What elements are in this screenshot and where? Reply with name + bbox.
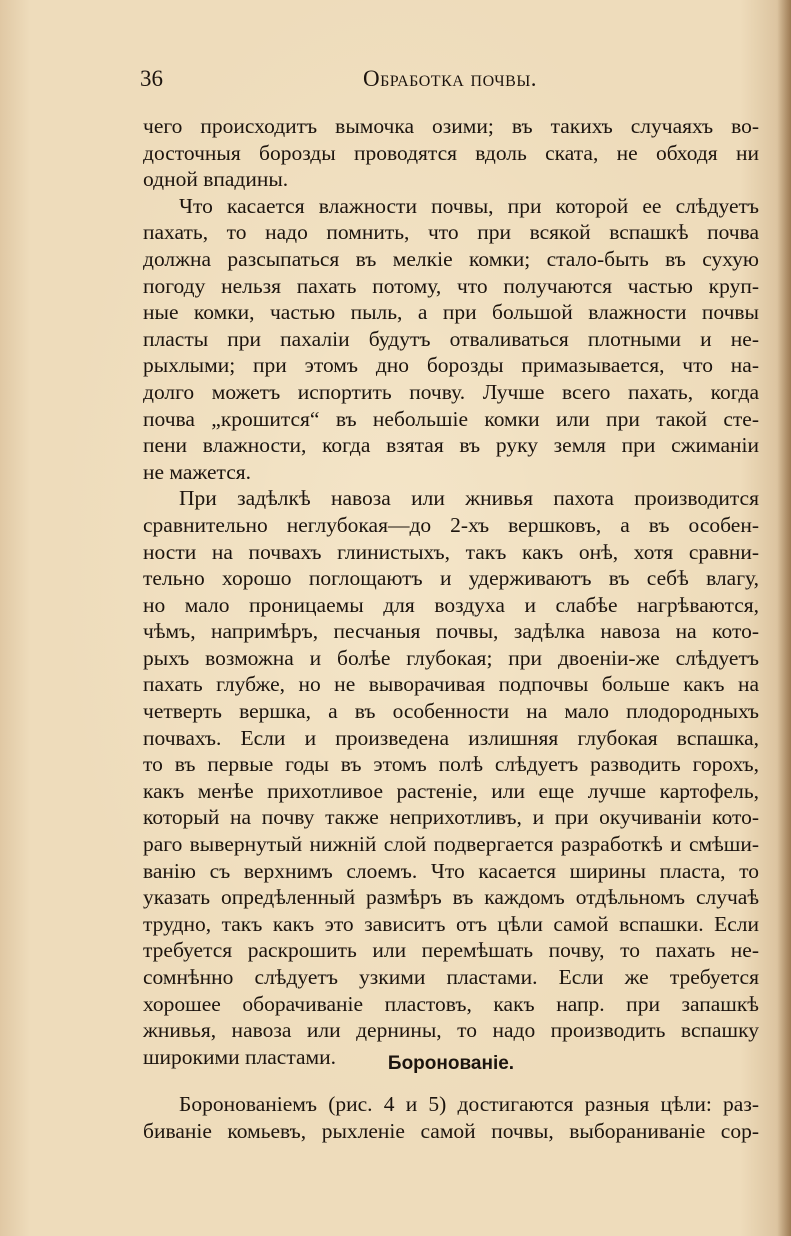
- text-line: пахать, то надо помнить, что при всякой вспашкѣ почва: [143, 220, 759, 245]
- page-number: 36: [140, 66, 163, 91]
- text-line: рыхлыми; при этомъ дно борозды примазывается, что на-: [143, 353, 759, 378]
- text-line: биваніе комьевъ, рыхленіе самой почвы, выбораниваніе сор-: [143, 1118, 759, 1143]
- text-line: должна разсыпаться въ мелкіе комки; стало-быть въ сухую: [143, 246, 759, 271]
- text-line: погоду нельзя пахать потому, что получаются частью круп-: [143, 273, 759, 298]
- text-line: пласты при пахаліи будутъ отваливаться плотными и не-: [143, 326, 759, 351]
- text-line: широкими пластами.: [143, 1044, 337, 1069]
- text-line: пени влажности, когда взятая въ руку земля при сжиманіи: [143, 433, 759, 458]
- main-text: [143, 113, 759, 1070]
- text-line: трудно, такъ какъ это зависитъ отъ цѣли самой вспашки. Если: [143, 911, 759, 936]
- text-line: но мало проницаемы для воздуха и слабѣе нагрѣваются,: [143, 592, 759, 617]
- text-line: жнивья, навоза или дернины, то надо производить вспашку: [143, 1018, 759, 1043]
- text-line: который на почву также неприхотливъ, и при окучиваніи кото-: [143, 805, 759, 830]
- page-edge-shadow: [777, 0, 791, 1236]
- text-line: Что касается влажности почвы, при которой ее слѣдуетъ: [179, 193, 759, 218]
- section-text: [143, 1091, 759, 1144]
- text-line: требуется раскрошить или перемѣшать почву, то пахать не-: [143, 938, 759, 963]
- text-line: При задѣлкѣ навоза или жнивья пахота производится: [179, 486, 759, 511]
- text-line: сомнѣнно слѣдуетъ узкими пластами. Если же требуется: [143, 965, 759, 989]
- text-line: досточныя борозды проводятся вдоль ската, не обходя ни: [143, 140, 759, 165]
- text-line: одной впадины.: [143, 167, 289, 192]
- text-line: рыхъ возможна и болѣе глубокая; при двоеніи-же слѣдуетъ: [143, 645, 759, 670]
- text-line: чѣмъ, напримѣръ, песчаныя почвы, задѣлка навоза на кото-: [143, 619, 759, 644]
- text-line: хорошее оборачиваніе пластовъ, какъ напр. при запашкѣ: [143, 991, 759, 1016]
- text-line: ные комки, частью пыль, а при большой влажности почвы: [143, 300, 759, 325]
- text-line: раго вывернутый нижній слой подвергается разработкѣ и смѣши-: [143, 832, 759, 857]
- text-line: чего происходитъ вымочка озими; въ такихъ случаяхъ во-: [143, 114, 759, 138]
- section-heading: Боронованіе.: [387, 1053, 515, 1074]
- text-line: ности на почвахъ глинистыхъ, такъ какъ онѣ, хотя сравни-: [143, 539, 759, 564]
- text-line: Боронованіемъ (рис. 4 и 5) достигаются разныя цѣли: раз-: [179, 1092, 759, 1116]
- text-line: тельно хорошо поглощаютъ и удерживаютъ въ себѣ влагу,: [143, 566, 759, 591]
- text-line: указать опредѣленный размѣръ въ каждомъ отдѣльномъ случаѣ: [143, 885, 759, 910]
- text-line: почва „крошится“ въ небольшіе комки или при такой сте-: [143, 406, 759, 431]
- text-line: то въ первые годы въ этомъ полѣ слѣдуетъ разводить горохъ,: [143, 752, 759, 777]
- text-line: почвахъ. Если и произведена излишняя глубокая вспашка,: [143, 725, 759, 750]
- text-line: долго можетъ испортить почву. Лучше всего пахать, когда: [143, 379, 759, 404]
- running-title: Обработка почвы.: [362, 66, 538, 91]
- text-line: пахать глубже, но не выворачивая подпочвы больше какъ на: [143, 672, 759, 697]
- text-line: сравнительно неглубокая—до 2-хъ вершковъ, а въ особен-: [143, 512, 759, 537]
- text-line: какъ менѣе прихотливое растеніе, или еще лучше картофель,: [143, 778, 759, 803]
- page-header: [140, 66, 760, 96]
- text-line: четверть вершка, а въ особенности на мало плодородныхъ: [143, 699, 759, 724]
- text-line: не мажется.: [143, 459, 252, 484]
- text-line: ванію съ верхнимъ слоемъ. Что касается ширины пласта, то: [143, 858, 759, 883]
